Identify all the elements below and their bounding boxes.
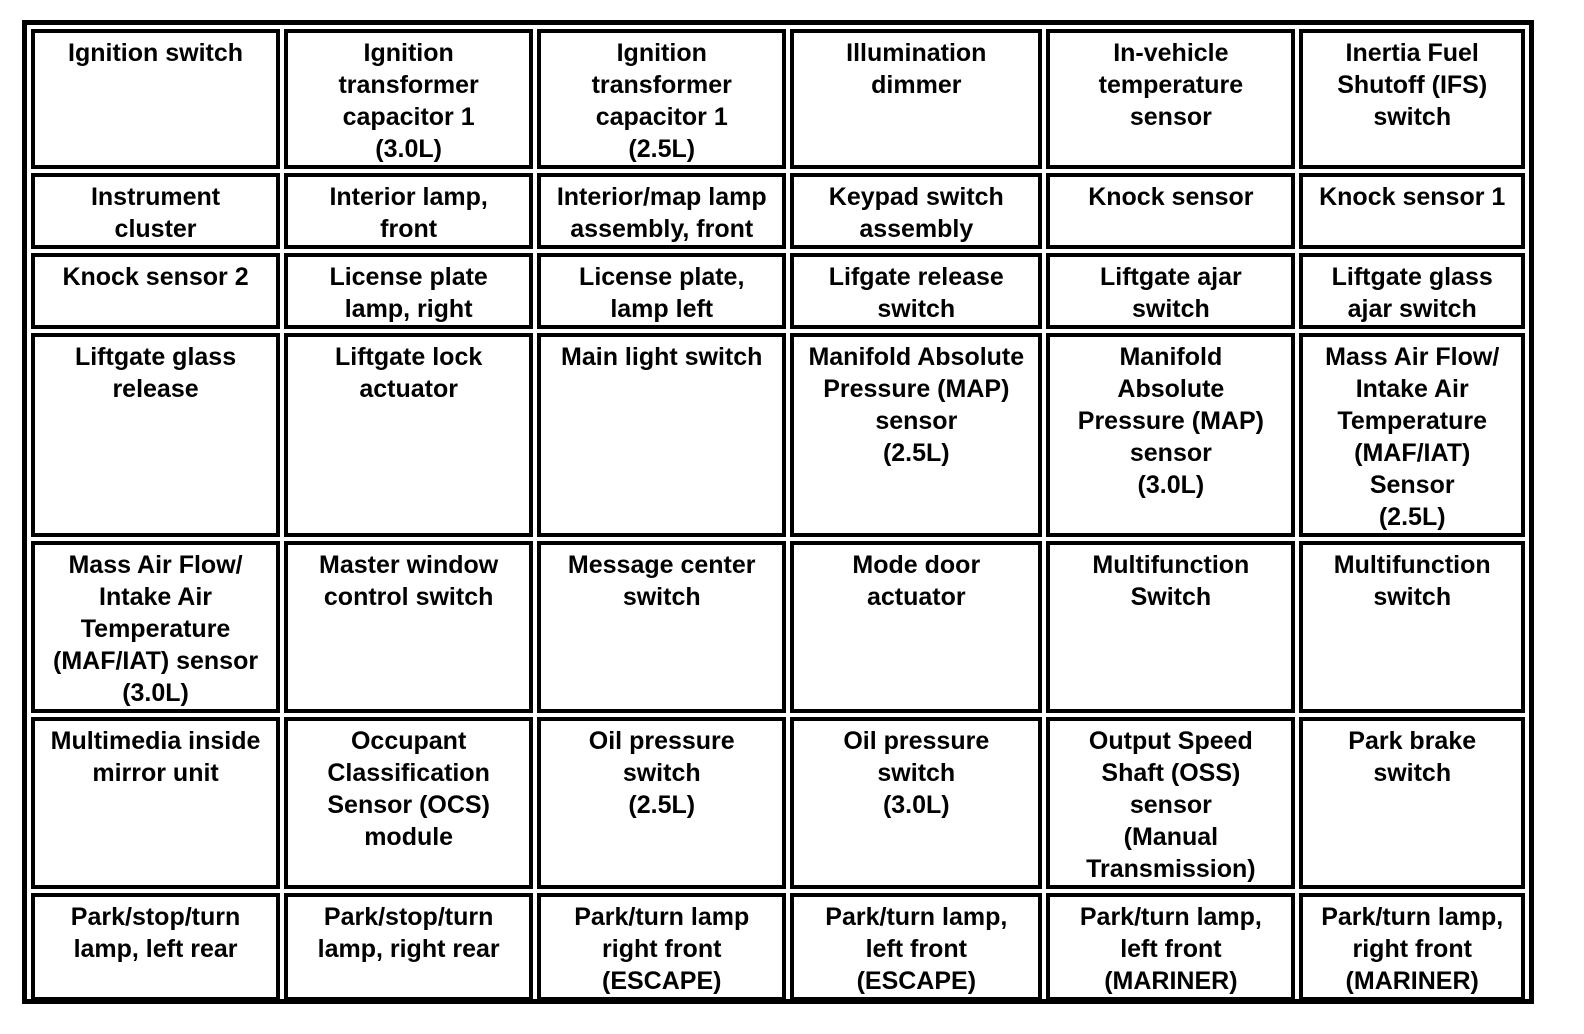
table-cell: Instrument cluster	[31, 173, 280, 249]
table-cell: Knock sensor 2	[31, 253, 280, 329]
component-table	[27, 25, 1529, 1005]
table-cell: Mode door actuator	[790, 541, 1042, 713]
table-cell: Manifold Absolute Pressure (MAP) sensor (3.0L)	[1046, 333, 1295, 537]
table-cell: Knock sensor 1	[1299, 173, 1525, 249]
table-row	[31, 717, 1525, 889]
table-cell: Illumination dimmer	[790, 29, 1042, 169]
table-cell: Occupant Classification Sensor (OCS) module	[284, 717, 533, 889]
table-row	[31, 333, 1525, 537]
table-row	[31, 893, 1525, 1001]
table-cell: Park/stop/turn lamp, left rear	[31, 893, 280, 1001]
table-row	[31, 29, 1525, 169]
table-cell: Ignition switch	[31, 29, 280, 169]
table-cell: Park/turn lamp right front (ESCAPE)	[537, 893, 786, 1001]
table-cell: Liftgate lock actuator	[284, 333, 533, 537]
table-cell: Multifunction switch	[1299, 541, 1525, 713]
table-cell: Multimedia inside mirror unit	[31, 717, 280, 889]
table-cell: Park/turn lamp, left front (MARINER)	[1046, 893, 1295, 1001]
table-cell: Liftgate glass ajar switch	[1299, 253, 1525, 329]
table-cell: Master window control switch	[284, 541, 533, 713]
table-cell: Inertia Fuel Shutoff (IFS) switch	[1299, 29, 1525, 169]
table-row	[31, 541, 1525, 713]
table-cell: Park/stop/turn lamp, right rear	[284, 893, 533, 1001]
table-cell: Ignition transformer capacitor 1 (2.5L)	[537, 29, 786, 169]
table-cell: Park brake switch	[1299, 717, 1525, 889]
table-cell: Mass Air Flow/ Intake Air Temperature (MAF/IAT) sensor (3.0L)	[31, 541, 280, 713]
table-cell: Knock sensor	[1046, 173, 1295, 249]
table-cell: Lifgate release switch	[790, 253, 1042, 329]
table-row	[31, 173, 1525, 249]
table-cell: License plate, lamp left	[537, 253, 786, 329]
table-cell: Oil pressure switch (2.5L)	[537, 717, 786, 889]
component-grid	[22, 20, 1534, 1004]
table-cell: Ignition transformer capacitor 1 (3.0L)	[284, 29, 533, 169]
table-cell: Interior/map lamp assembly, front	[537, 173, 786, 249]
table-cell: Park/turn lamp, left front (ESCAPE)	[790, 893, 1042, 1001]
table-cell: In-vehicle temperature sensor	[1046, 29, 1295, 169]
table-cell: Interior lamp, front	[284, 173, 533, 249]
table-row	[31, 253, 1525, 329]
table-cell: Message center switch	[537, 541, 786, 713]
table-cell: Multifunction Switch	[1046, 541, 1295, 713]
table-cell: Mass Air Flow/ Intake Air Temperature (MAF/IAT) Sensor (2.5L)	[1299, 333, 1525, 537]
table-cell: Oil pressure switch (3.0L)	[790, 717, 1042, 889]
table-cell: Output Speed Shaft (OSS) sensor (Manual Transmission)	[1046, 717, 1295, 889]
table-cell: Park/turn lamp, right front (MARINER)	[1299, 893, 1525, 1001]
table-cell: Liftgate ajar switch	[1046, 253, 1295, 329]
table-cell: Main light switch	[537, 333, 786, 537]
table-cell: License plate lamp, right	[284, 253, 533, 329]
table-cell: Keypad switch assembly	[790, 173, 1042, 249]
table-cell: Liftgate glass release	[31, 333, 280, 537]
table-cell: Manifold Absolute Pressure (MAP) sensor (2.5L)	[790, 333, 1042, 537]
